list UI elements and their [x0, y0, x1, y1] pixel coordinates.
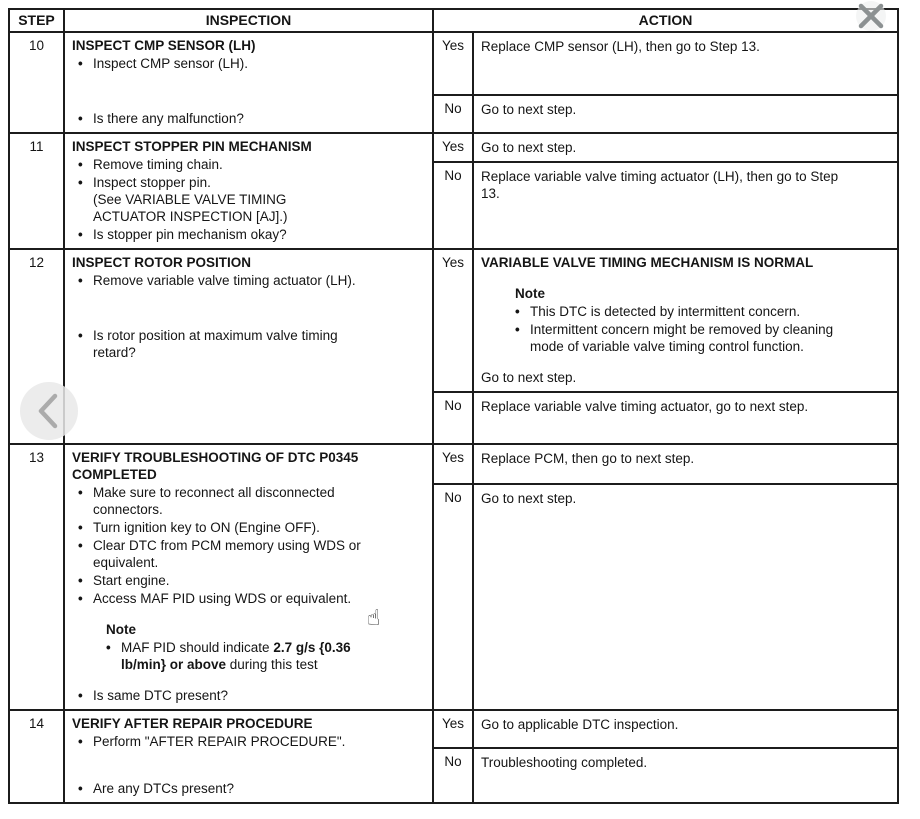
- cell-text: Go to applicable DTC inspection.: [481, 717, 679, 732]
- bullet-text: Is there any malfunction?: [93, 111, 244, 126]
- cell-text: Replace variable valve timing actuator, go to next step.: [481, 399, 809, 414]
- header-row: [9, 9, 898, 32]
- cell-text: Replace CMP sensor (LH), then go to Step 13.: [481, 39, 760, 54]
- bullet-item: [78, 226, 425, 243]
- header-inspection: INSPECTION: [64, 9, 433, 32]
- note-block: [515, 285, 890, 355]
- action-cell: [473, 249, 898, 392]
- header-step: STEP: [9, 9, 64, 32]
- step-cell: 11: [9, 133, 64, 249]
- bullet-marker: •: [78, 520, 83, 535]
- bullet-item: [78, 110, 425, 127]
- answer-cell: Yes: [433, 444, 473, 484]
- bullet-item: [78, 687, 425, 704]
- step-14-action-row-yes: [9, 710, 898, 748]
- bullet-item: [78, 519, 425, 536]
- answer-cell: No: [433, 392, 473, 444]
- spacer: [72, 73, 425, 109]
- inspection-cell: [64, 444, 433, 710]
- bullet-marker: •: [106, 640, 111, 655]
- bullet-marker: •: [78, 157, 83, 172]
- bullet-text: Is stopper pin mechanism okay?: [93, 227, 287, 242]
- action-cell: [473, 162, 898, 249]
- cell-title: INSPECT CMP SENSOR (LH): [72, 38, 256, 53]
- bullet-item: [78, 55, 425, 72]
- bullet-marker: •: [78, 273, 83, 288]
- action-cell: [473, 392, 898, 444]
- spacer: [481, 272, 890, 282]
- note-title: Note: [515, 286, 545, 301]
- step-12-action-row-yes: [9, 249, 898, 392]
- action-cell: [473, 133, 898, 162]
- bullet-item: [78, 780, 425, 797]
- cell-text: Go to next step.: [481, 140, 577, 155]
- troubleshooting-table: [8, 8, 899, 804]
- bullet-text: Access MAF PID using WDS or equivalent.: [93, 591, 352, 606]
- note-block: [106, 621, 396, 673]
- bold-text: lb/min} or above: [121, 657, 227, 672]
- step-cell: 10: [9, 32, 64, 133]
- spacer: [72, 751, 425, 779]
- mouse-cursor-icon: ☝: [367, 606, 381, 631]
- bullet-text: Perform "AFTER REPAIR PROCEDURE".: [93, 734, 346, 749]
- bullet-marker: •: [78, 227, 83, 242]
- bullet-item: [78, 272, 425, 289]
- bullet-marker: •: [78, 328, 83, 343]
- bullet-text: Are any DTCs present?: [93, 781, 235, 796]
- bullet-marker: •: [78, 538, 83, 553]
- inspection-cell: [64, 710, 433, 803]
- bullet-marker: •: [78, 111, 83, 126]
- cell-text: Go to next step.: [481, 370, 577, 385]
- note-title: Note: [106, 622, 136, 637]
- spacer: [72, 290, 425, 326]
- spacer: [72, 674, 425, 686]
- bullet-item: [106, 639, 396, 673]
- step-10-action-row-yes: [9, 32, 898, 95]
- cell-text: Go to next step.: [481, 101, 577, 117]
- bullet-marker: •: [78, 56, 83, 71]
- step-11-action-row-yes: [9, 133, 898, 162]
- cell-title: VERIFY AFTER REPAIR PROCEDURE: [72, 716, 313, 731]
- cell-text: Replace PCM, then go to next step.: [481, 451, 695, 466]
- inspection-cell: [64, 32, 433, 133]
- bullet-item: [78, 733, 425, 750]
- bullet-marker: •: [78, 485, 83, 500]
- bullet-text: This DTC is detected by intermittent concern.: [530, 304, 801, 319]
- bullet-item: [78, 156, 425, 173]
- text-segment: MAF PID should indicate: [121, 640, 274, 655]
- bullet-marker: •: [78, 781, 83, 796]
- bullet-text: Make sure to reconnect all disconnected connectors.: [93, 485, 335, 517]
- action-cell: [473, 748, 898, 803]
- bullet-marker: •: [78, 734, 83, 749]
- action-cell: [473, 484, 898, 710]
- header-action: ACTION: [433, 9, 898, 32]
- bold-text: 2.7 g/s {0.36: [273, 640, 351, 655]
- bullet-item: [78, 537, 425, 571]
- close-icon: [850, 0, 892, 36]
- answer-cell: Yes: [433, 249, 473, 392]
- answer-cell: No: [433, 484, 473, 710]
- bullet-text: Intermittent concern might be removed by cleaning mode of variable valve timing control function.: [530, 322, 834, 354]
- spacer: [481, 356, 890, 368]
- bullet-text: Remove timing chain.: [93, 157, 223, 172]
- bullet-marker: •: [78, 573, 83, 588]
- bullet-marker: •: [515, 322, 520, 337]
- table-body: [9, 32, 898, 803]
- inspection-cell: [64, 249, 433, 444]
- bullet-text: [121, 639, 396, 673]
- bullet-text: Is same DTC present?: [93, 688, 229, 703]
- cell-text: Troubleshooting completed.: [481, 755, 648, 770]
- cell-title: VARIABLE VALVE TIMING MECHANISM IS NORMAL: [481, 255, 814, 270]
- cell-title: VERIFY TROUBLESHOOTING OF DTC P0345 COMPLETED: [72, 450, 359, 482]
- answer-cell: Yes: [433, 133, 473, 162]
- answer-cell: No: [433, 95, 473, 133]
- cell-title: INSPECT ROTOR POSITION: [72, 255, 252, 270]
- bullet-item: [78, 174, 425, 225]
- text-segment: during this test: [226, 657, 318, 672]
- bullet-item: [515, 303, 890, 320]
- spacer: [72, 608, 425, 618]
- answer-cell: No: [433, 748, 473, 803]
- cell-title: INSPECT STOPPER PIN MECHANISM: [72, 139, 312, 154]
- bullet-item: [515, 321, 890, 355]
- action-cell: [473, 32, 898, 95]
- step-cell: 14: [9, 710, 64, 803]
- bullet-text: Inspect stopper pin. (See VARIABLE VALVE TIMING ACTUATOR INSPECTION [AJ].): [93, 175, 288, 224]
- answer-cell: Yes: [433, 710, 473, 748]
- action-cell: [473, 95, 898, 133]
- step-cell: 13: [9, 444, 64, 710]
- bullet-marker: •: [78, 591, 83, 606]
- bullet-item: [78, 484, 425, 518]
- cell-text: Go to next step.: [481, 491, 577, 507]
- bullet-marker: •: [78, 175, 83, 190]
- close-button[interactable]: [850, 0, 892, 36]
- action-cell: [473, 710, 898, 748]
- cell-text: Replace variable valve timing actuator (LH), then go to Step 13.: [481, 169, 839, 202]
- answer-cell: No: [433, 162, 473, 249]
- bullet-text: Clear DTC from PCM memory using WDS or equivalent.: [93, 538, 361, 570]
- bullet-text: Turn ignition key to ON (Engine OFF).: [93, 520, 320, 535]
- step-13-action-row-yes: [9, 444, 898, 484]
- bullet-item: [78, 327, 425, 361]
- bullet-text: Inspect CMP sensor (LH).: [93, 56, 249, 71]
- bullet-marker: •: [78, 688, 83, 703]
- bullet-text: Start engine.: [93, 573, 170, 588]
- inspection-cell: [64, 133, 433, 249]
- action-cell: [473, 444, 898, 484]
- bullet-item: [78, 590, 425, 607]
- chevron-left-icon: [19, 381, 79, 441]
- bullet-item: [78, 572, 425, 589]
- prev-button[interactable]: [19, 381, 79, 441]
- bullet-marker: •: [515, 304, 520, 319]
- answer-cell: Yes: [433, 32, 473, 95]
- step-cell: 12: [9, 249, 64, 444]
- bullet-text: Remove variable valve timing actuator (LH).: [93, 273, 356, 288]
- bullet-text: Is rotor position at maximum valve timing retard?: [93, 328, 338, 360]
